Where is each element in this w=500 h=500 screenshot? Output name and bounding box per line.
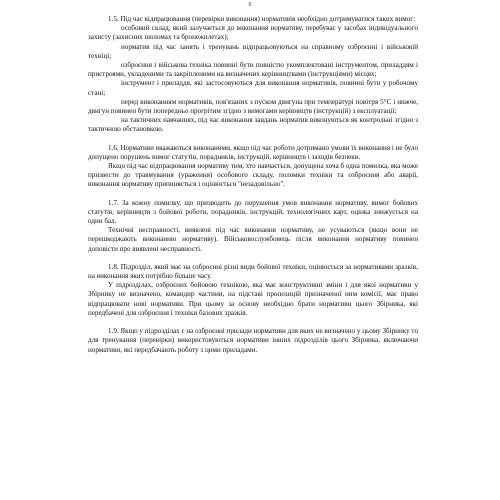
- document-body: [88, 15, 418, 355]
- paragraph-1-6-note: Якщо під час відпрацювання нормативу тим, хто навчається, допущена хоча б одна помилка, яка може призвести до травмування (ураження) особового складу, поломки техніки та озброєння або аварії, виконання нормативу припиняється і оцінюється "незадовільно".: [88, 162, 418, 189]
- paragraph-1-5: 1.5. Під час відпрацювання (перевірки виконання) нормативів необхідно дотримуватися таких вимог:: [108, 15, 416, 23]
- paragraph-1-8: 1.8. Підрозділ, який має на озброєнні різні види бойової техніки, оцінюється за нормативами зразків, на виконання яких потрібно більше часу.: [88, 262, 418, 281]
- paragraph-1-7-note: Технічні несправності, виявлені під час виконання нормативу, не усуваються (якщо вони не перешкоджають виконанню нормативу). Військовослужбовець після виконання нормативу повинен доповісти про виявлені несправності.: [88, 226, 418, 253]
- paragraph-1-8-note: У підрозділах, озброєних бойовою технікою, яка має конструктивні зміни і для якої нормативи у Збірнику не визначено, командир частини, на підставі пропозицій призначеної ним комісії, має право відпрацювати нові нормативи. При цьому за основу необхідно брати нормативи цього Збірника, які передбачені для озброєння і техніки базових зразків.: [88, 281, 418, 317]
- requirement-item: особовий склад, який залучається до виконання нормативу, перебуває у засобах індивідуального захисту (захисних шоломах та бронежилетах);: [88, 24, 418, 42]
- requirement-item: норматив під час занять і тренувань відпрацьовуються на справному озброєнні і військовій техніці;: [88, 42, 418, 60]
- requirement-item: на тактичних навчаннях, під час виконання завдань норматив виконуються як контрольні згідно з тактичною обстановкою.: [88, 116, 418, 134]
- paragraph-1-9: 1.9. Якщо у підрозділах є на озброєнні прилади нормативи для яких не визначено у цьому Збірнику то для тренування (перевірки) використовуються нормативи інших підрозділів цього Збірника, включаючи нормативи, які передбачають роботу з цими приладами.: [88, 327, 418, 354]
- requirement-item: інструмент і приладдя, які застосовуються для виконання нормативів, повинні бути у робочому стані;: [88, 79, 418, 97]
- requirement-item: озброєння і військова техніка повинні бути повністю укомплектовані інструментом, приладдям і пристроями, укладеними та закріпленими на визначених керівництвами (інструкціями) місцях;: [88, 61, 418, 79]
- paragraph-1-7: 1.7. За кожну помилку, що призводить до порушення умов виконання нормативу, вимог бойових статутів, керівництв з бойової роботи, порадників, інструкцій, технологічних карт, оцінка знижується на один бал.: [88, 198, 418, 226]
- page-number: 6: [248, 2, 252, 8]
- requirement-item: перед виконанням нормативів, пов'язаних з пуском двигуна при температурі повітря 5°С і нижче, двигун повинен бути попередньо прогрітим згідно з вимогами керівництв (інструкцій) з експлуатації;: [88, 97, 418, 116]
- paragraph-1-6: 1.6. Нормативи вважаються виконаними, якщо під час роботи дотримано умови їх виконання і не було допущено порушень вимог статутів, порадників, інструкцій, керівництв і заходів безпеки.: [88, 143, 418, 161]
